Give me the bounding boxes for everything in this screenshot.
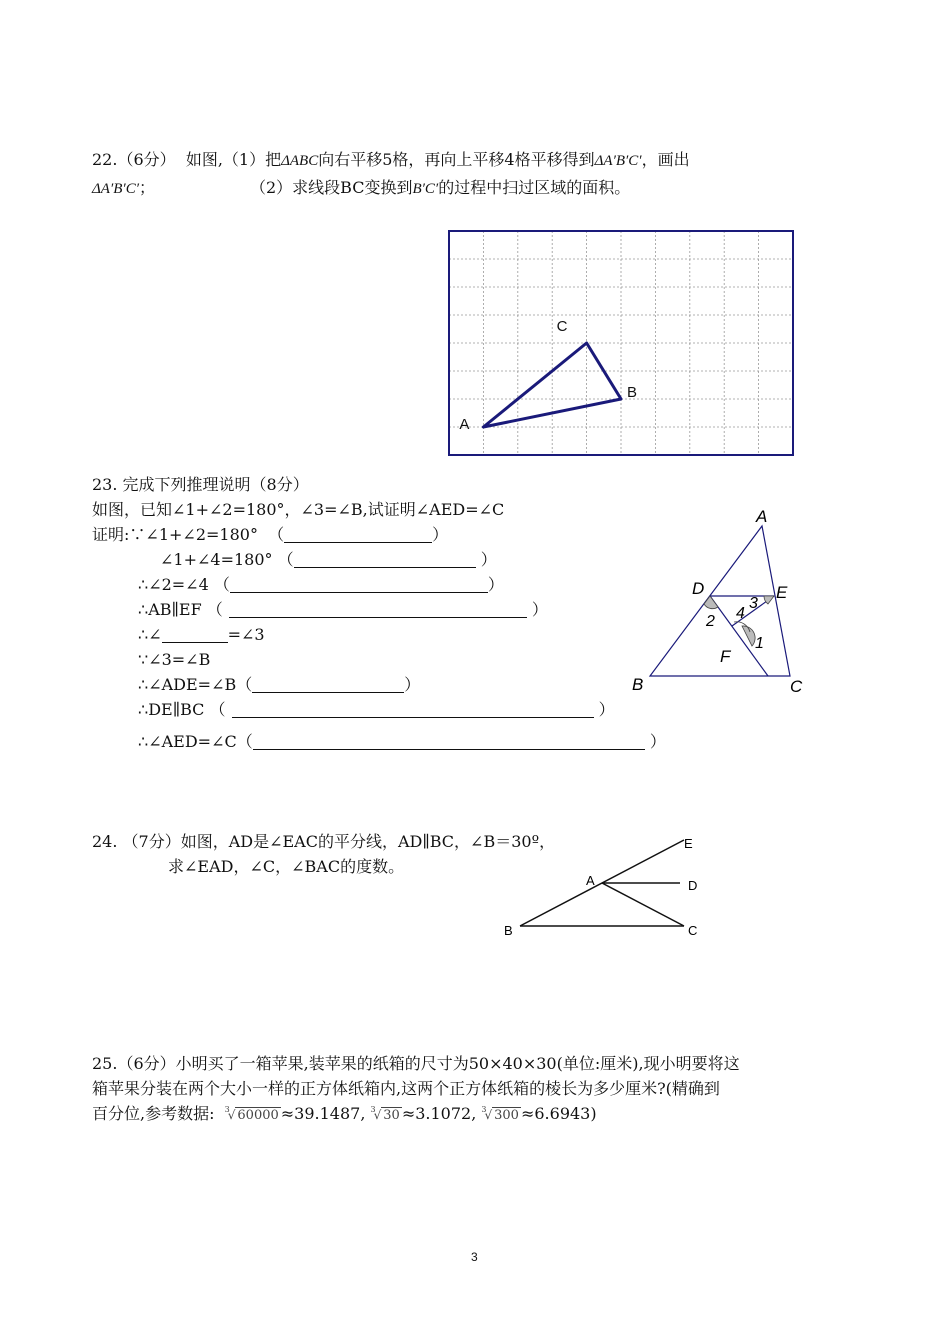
answer-blank-5[interactable]: [162, 626, 228, 643]
segment-ac: [602, 883, 684, 926]
q23-title: 23. 完成下列推理说明（8分）: [92, 475, 309, 494]
q25-line3: 百分位,参考数据: $^3$√ 60000 ≈39.1487, $^3$√ 30 ≈3.1072, $^3$√ 300 ≈6.6943): [92, 1104, 597, 1123]
q22-text1: 如图,（1）把: [185, 150, 282, 169]
q23-given: 如图，已知∠1+∠2=180°，∠3=∠B,试证明∠AED=∠C: [92, 500, 505, 519]
answer-blank-7[interactable]: [232, 701, 594, 718]
q24-line1: 24. （7分）如图，AD是∠EAC的平分线，AD∥BC，∠B＝30º，: [92, 832, 556, 851]
label-e: E: [684, 836, 693, 851]
q23-proof-line-8: ∴DE∥BC （ ）: [138, 700, 615, 719]
q22-number: 22.: [92, 150, 118, 169]
proof-label: 证明:: [92, 525, 130, 544]
q24-figure: [498, 832, 714, 942]
q24-line2: 求∠EAD，∠C，∠BAC的度数。: [168, 857, 405, 876]
label-d: D: [688, 878, 698, 893]
q25-line1: 25.（6分）小明买了一箱苹果,装苹果的纸箱的尺寸为50×40×30(单位:厘米),现小明要将这: [92, 1054, 740, 1073]
q22-grid-figure: [447, 229, 797, 457]
q23-proof-line-4: ∴AB∥EF （ ）: [138, 600, 548, 619]
q22-line2b: [250, 178, 630, 198]
label-c: C: [790, 677, 803, 696]
q25-line2: 箱苹果分装在两个大小一样的正方体纸箱内,这两个正方体纸箱的棱长为多少厘米?(精确到: [92, 1079, 720, 1098]
label-f: F: [720, 647, 731, 666]
answer-blank-6[interactable]: [252, 676, 404, 693]
label-c: C: [556, 318, 568, 335]
q23-proof-line-9: ∴∠AED=∠C（ ）: [138, 732, 666, 751]
label-a: A: [756, 507, 768, 526]
answer-blank-2[interactable]: [294, 551, 476, 568]
q22-line1: [92, 150, 690, 170]
label-b: B: [504, 923, 513, 938]
label-angle-3: 3: [749, 595, 758, 612]
answer-blank-1[interactable]: [284, 526, 432, 543]
answer-blank-4[interactable]: [229, 601, 527, 618]
q22-triangle-prime-2: ΔA′B′C′: [92, 181, 139, 197]
q22-triangle-prime: ΔA′B′C′: [594, 153, 642, 169]
label-b: B: [627, 384, 638, 401]
q22-text4: ；: [138, 178, 155, 197]
q23-proof-line-6: ∵∠3=∠B: [138, 650, 211, 669]
q23-proof-line-1: 证明:∵∠1+∠2=180° （ ）: [92, 525, 449, 544]
q22-segment-prime: B′C′: [412, 181, 439, 197]
label-b: B: [632, 675, 644, 694]
label-c: C: [688, 923, 698, 938]
q23-proof-line-3: ∴∠2=∠4 （ ）: [138, 575, 504, 594]
q22-text6: 的过程中扫过区域的面积。: [438, 178, 631, 197]
cube-root-30: $^3$√ 30: [370, 1105, 400, 1123]
label-angle-2: 2: [706, 613, 715, 630]
cube-root-60000: $^3$√ 60000: [224, 1105, 279, 1123]
q22-score: （6分）: [117, 150, 176, 169]
answer-blank-3[interactable]: [230, 576, 488, 593]
page-number: 3: [471, 1250, 478, 1264]
q23-proof-line-7: ∴∠ADE=∠B（ ）: [138, 675, 421, 694]
q22-text3: ，画出: [641, 150, 690, 169]
q22-text5: （2）求线段BC变换到: [250, 178, 413, 197]
label-angle-1: 1: [755, 635, 764, 652]
q23-proof-line-2: ∠1+∠4=180° （ ）: [160, 550, 497, 569]
angle-2-mark: [704, 596, 718, 609]
label-a: A: [586, 873, 595, 888]
label-a: A: [459, 416, 470, 433]
answer-blank-8[interactable]: [253, 733, 645, 750]
label-angle-4: 4: [736, 605, 745, 622]
q22-triangle-abc: ΔABC: [281, 153, 319, 169]
q22-text2: 向右平移5格，再向上平移4格平移得到: [318, 150, 595, 169]
cube-root-300: $^3$√ 300: [481, 1105, 519, 1123]
label-e: E: [776, 583, 788, 602]
q23-proof-line-5: ∴∠ =∠3: [138, 625, 265, 644]
label-d: D: [692, 579, 705, 598]
q23-triangle-figure: [622, 500, 822, 700]
q22-line2: [92, 178, 155, 198]
grid-lines: [449, 231, 793, 455]
